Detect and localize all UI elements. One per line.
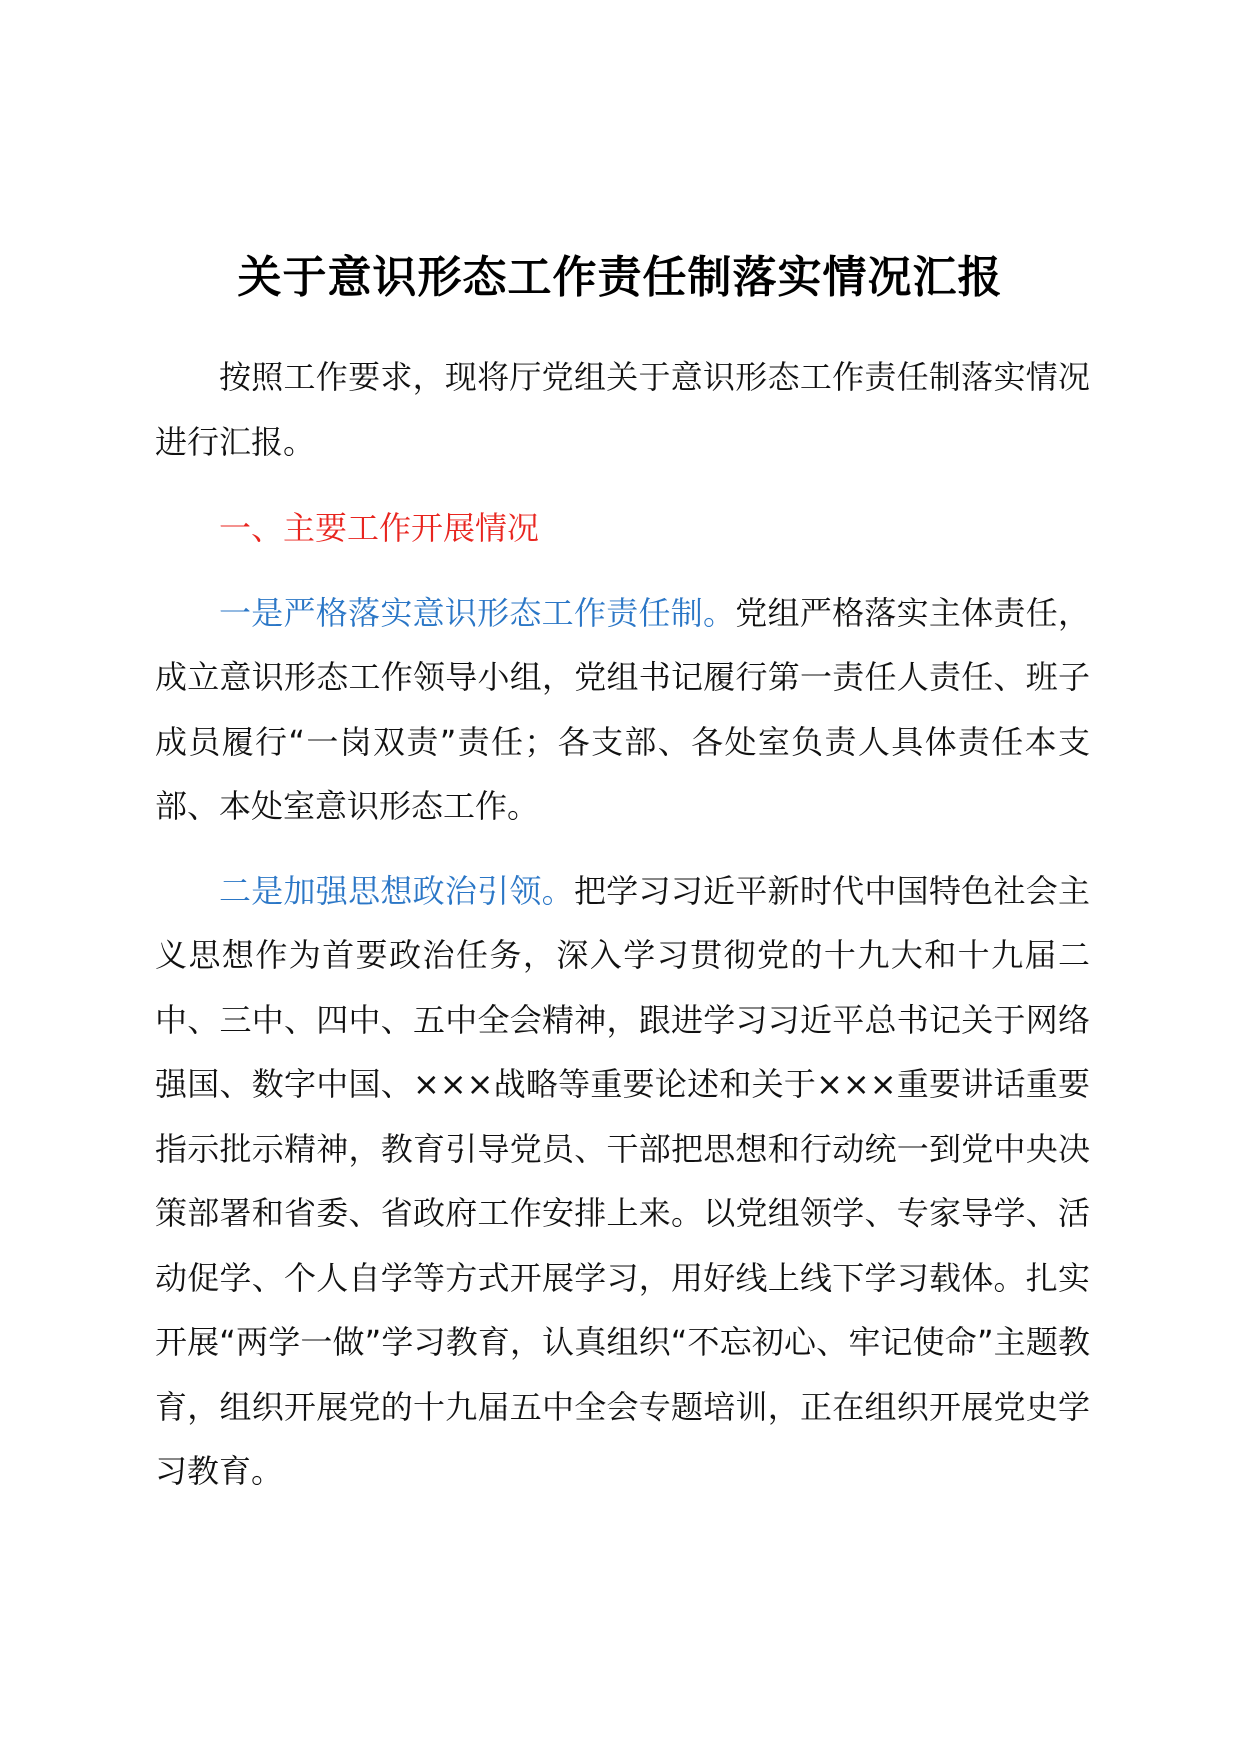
document-body	[155, 345, 1090, 1504]
section-heading: 一、主要工作开展情况	[219, 509, 540, 547]
item-text-1: 党组严格落实主体责任，成立意识形态工作领导小组，党组书记履行第一责任人责任、班子成员履行“一岗双责”责任；各支部、各处室负责人具体责任本支部、本处室意识形态工作。	[155, 593, 1090, 825]
item-text-2: 把学习习近平新时代中国特色社会主义思想作为首要政治任务，深入学习贯彻党的十九大和十九届二中、三中、四中、五中全会精神，跟进学习习近平总书记关于网络强国、数字中国、×××战略等重要论述和关于×××重要讲话重要指示批示精神，教育引导党员、干部把思想和行动统一到党中央决策部署和省委、省政府工作安排上来。以党组领学、专家导学、活动促学、个人自学等方式开展学习，用好线上线下学习载体。扎实开展“两学一做”学习教育，认真组织“不忘初心、牢记使命”主题教育，组织开展党的十九届五中全会专题培训，正在组织开展党史学习教育。	[155, 871, 1090, 1490]
item-paragraph-1	[155, 581, 1090, 839]
item-lead-2: 二是加强思想政治引领。	[219, 871, 574, 910]
item-lead-1: 一是严格落实意识形态工作责任制。	[219, 593, 736, 632]
intro-paragraph: 按照工作要求，现将厅党组关于意识形态工作责任制落实情况进行汇报。	[155, 358, 1090, 461]
item-paragraph-2	[155, 859, 1090, 1504]
document-title: 关于意识形态工作责任制落实情况汇报	[237, 252, 1003, 303]
